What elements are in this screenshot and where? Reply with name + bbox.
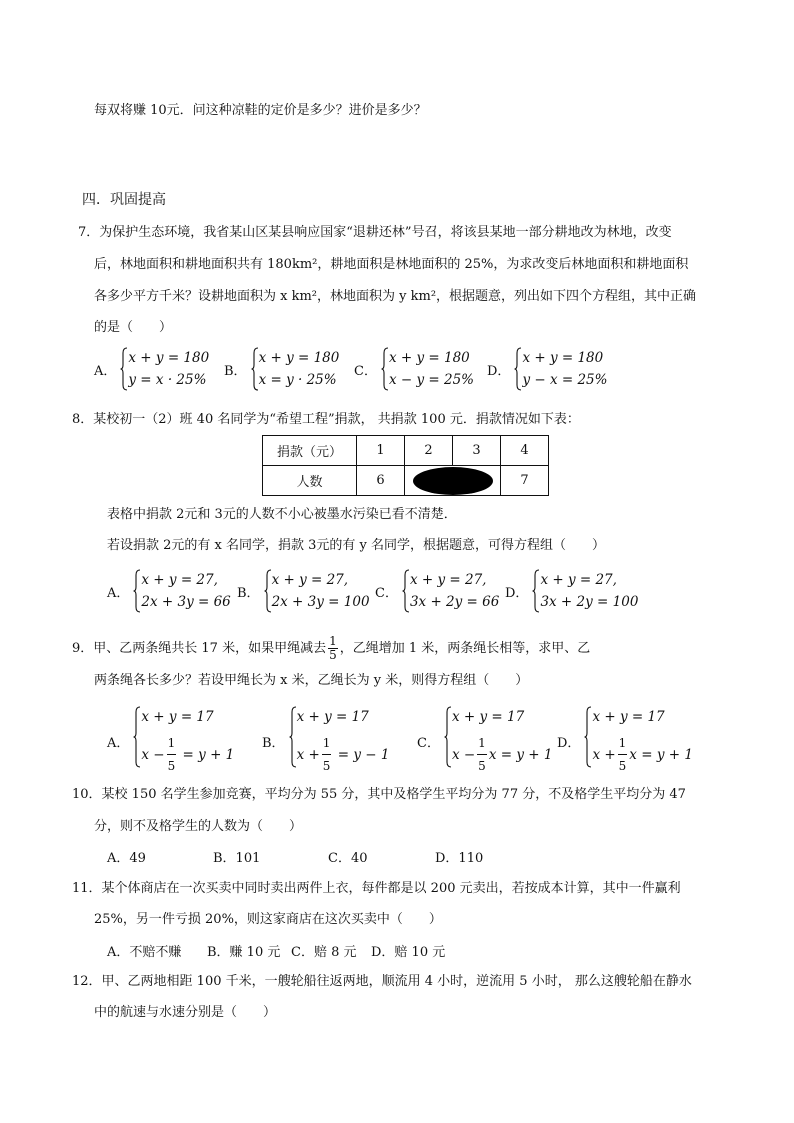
eq2-lhs: x − bbox=[141, 746, 165, 763]
fraction-denominator: 5 bbox=[322, 759, 331, 773]
q11-option-b[interactable]: B．赚 10 元 bbox=[207, 945, 281, 960]
left-brace-icon bbox=[264, 569, 272, 613]
fraction-denominator: 5 bbox=[167, 759, 176, 773]
option-letter: C． bbox=[354, 363, 377, 379]
fraction bbox=[328, 635, 338, 662]
fraction-numerator: 1 bbox=[618, 732, 628, 755]
equation-system bbox=[264, 569, 370, 613]
left-brace-icon bbox=[584, 706, 592, 768]
option-letter: B． bbox=[237, 585, 260, 601]
table-cell: 1 bbox=[357, 436, 405, 466]
equation-system bbox=[133, 706, 234, 777]
q12-line-2: 中的航速与水速分别是（ ） bbox=[94, 1005, 277, 1020]
option-letter: A． bbox=[94, 363, 117, 379]
q9-text-b: ，乙绳增加 1 米，两条绳长相等，求甲、乙 bbox=[339, 640, 591, 656]
q7-line-4: 的是（ ） bbox=[94, 320, 173, 335]
table-cell: 2 bbox=[405, 436, 453, 466]
table-cell: 4 bbox=[501, 436, 549, 466]
section-title: 四．巩固提高 bbox=[82, 192, 166, 208]
q8-options bbox=[107, 569, 638, 613]
equation-2: x = y · 25% bbox=[258, 372, 337, 388]
q7-line-2: 后，林地面积和耕地面积共有 180km²，耕地面积是林地面积的 25%，为求改变后林地面积和耕地面积 bbox=[94, 257, 689, 272]
fraction bbox=[322, 732, 332, 777]
q10-option-b[interactable]: B．101 bbox=[213, 851, 261, 866]
equation-1: x + y = 17 bbox=[451, 709, 525, 725]
left-brace-icon bbox=[532, 569, 540, 613]
eq2-lhs: x + bbox=[592, 746, 616, 763]
fraction-denominator: 5 bbox=[618, 759, 627, 773]
q11-option-c[interactable]: C．赔 8 元 bbox=[291, 945, 357, 960]
left-brace-icon bbox=[133, 706, 141, 768]
left-brace-icon bbox=[289, 706, 297, 768]
q7-option-d[interactable] bbox=[487, 347, 607, 391]
fraction bbox=[618, 732, 628, 777]
eq2-lhs: x + bbox=[296, 746, 320, 763]
q11-line-2: 25%，另一件亏损 20%，则这家商店在这次买卖中（ ） bbox=[94, 912, 442, 927]
table-row bbox=[263, 466, 549, 496]
equation-2: 2x + 3y = 100 bbox=[271, 594, 370, 610]
eq2-lhs: x − bbox=[451, 746, 476, 763]
equation-1: x + y = 27, bbox=[141, 572, 218, 588]
option-letter: D． bbox=[487, 363, 511, 379]
equation-system bbox=[584, 706, 693, 777]
q7-line-3: 各多少平方千米？设耕地面积为 x km²，林地面积为 y km²，根据题意，列出如下四个方程组，其中正确 bbox=[94, 289, 697, 304]
ink-stain-cell bbox=[405, 466, 501, 496]
table-row bbox=[263, 436, 549, 466]
q8-line-2: 若设捐款 2元的有 x 名同学，捐款 3元的有 y 名同学，根据题意，可得方程组（ ） bbox=[107, 538, 606, 553]
q9-option-a[interactable] bbox=[107, 706, 262, 777]
fraction-denominator: 5 bbox=[478, 759, 486, 773]
q9-options bbox=[107, 706, 693, 777]
table-cell: 7 bbox=[501, 466, 549, 496]
eq2-rhs: = y + 1 bbox=[182, 746, 235, 763]
q9-option-b[interactable] bbox=[262, 706, 417, 777]
left-brace-icon bbox=[444, 706, 452, 768]
equation-system bbox=[120, 347, 209, 391]
left-brace-icon bbox=[381, 347, 389, 391]
q9-line-2: 两条绳各长多少？若设甲绳长为 x 米，乙绳长为 y 米，则得方程组（ ） bbox=[94, 673, 529, 688]
eq2-rhs: = y + 1 bbox=[500, 746, 553, 763]
q9-option-d[interactable] bbox=[557, 706, 693, 777]
equation-system bbox=[402, 569, 499, 613]
equation-system bbox=[532, 569, 638, 613]
donation-table bbox=[262, 435, 549, 496]
equation-system bbox=[514, 347, 607, 391]
fraction-denominator: 5 bbox=[329, 648, 337, 662]
equation-2: 3x + 2y = 100 bbox=[540, 594, 639, 610]
left-brace-icon bbox=[251, 347, 259, 391]
q7-option-b[interactable] bbox=[224, 347, 354, 391]
q10-line-1: 10．某校 150 名学生参加竞赛，平均分为 55 分，其中及格学生平均分为 77 分，不及格学生平均分为 47 bbox=[72, 787, 686, 802]
equation-2 bbox=[141, 732, 234, 777]
eq2-x: x bbox=[488, 746, 497, 763]
equation-1: x + y = 180 bbox=[388, 350, 470, 366]
equation-1: x + y = 27, bbox=[540, 572, 617, 588]
fraction-numerator: 1 bbox=[322, 732, 332, 755]
intro-line: 每双将赚 10元．问这种凉鞋的定价是多少？进价是多少？ bbox=[94, 103, 427, 118]
fraction-numerator: 1 bbox=[477, 732, 487, 755]
equation-system bbox=[251, 347, 340, 391]
q7-options bbox=[94, 347, 607, 391]
equation-1: x + y = 180 bbox=[128, 350, 210, 366]
table-row-label: 人数 bbox=[263, 466, 357, 496]
equation-1: x + y = 17 bbox=[141, 709, 214, 725]
q8-option-a[interactable] bbox=[107, 569, 237, 613]
equation-system bbox=[444, 706, 553, 777]
option-letter: A． bbox=[107, 736, 130, 751]
equation-2 bbox=[297, 732, 390, 777]
option-letter: B． bbox=[262, 736, 285, 751]
option-letter: C． bbox=[417, 736, 440, 751]
q10-option-c[interactable]: C．40 bbox=[328, 851, 368, 866]
equation-2: y = x · 25% bbox=[128, 372, 207, 388]
q7-line-1: 7．为保护生态环境，我省某山区某县响应国家“退耕还林”号召，将该县某地一部分耕地改为林地，改变 bbox=[78, 225, 672, 240]
q11-options bbox=[107, 941, 445, 960]
equation-2: x − y = 25% bbox=[388, 372, 474, 388]
equation-system bbox=[289, 706, 390, 777]
q11-option-d[interactable]: D．赔 10 元 bbox=[371, 945, 446, 960]
eq2-x: x bbox=[629, 746, 637, 763]
equation-2: y − x = 25% bbox=[522, 372, 608, 388]
option-letter: C． bbox=[375, 585, 398, 601]
q10-options bbox=[107, 847, 483, 866]
q7-option-c[interactable] bbox=[354, 347, 487, 391]
q9-text-a: 9．甲、乙两条绳共长 17 米，如果甲绳减去 bbox=[72, 640, 327, 656]
option-letter: D． bbox=[557, 736, 581, 751]
q7-option-a[interactable] bbox=[94, 347, 224, 391]
fraction bbox=[167, 732, 177, 777]
q9-line-1 bbox=[72, 635, 590, 662]
fraction bbox=[477, 732, 487, 777]
equation-1: x + y = 180 bbox=[258, 350, 340, 366]
equation-1: x + y = 27, bbox=[409, 572, 487, 588]
table-header-label: 捐款（元） bbox=[263, 436, 357, 466]
q10-option-d[interactable]: D．110 bbox=[435, 851, 484, 866]
q8-option-b[interactable] bbox=[237, 569, 375, 613]
table-cell: 3 bbox=[453, 436, 501, 466]
equation-2 bbox=[452, 732, 553, 777]
fraction-numerator: 1 bbox=[329, 634, 337, 648]
equation-1: x + y = 180 bbox=[522, 350, 604, 366]
option-letter: B． bbox=[224, 363, 247, 379]
equation-2 bbox=[592, 732, 693, 777]
q8-option-d[interactable] bbox=[505, 569, 638, 613]
q12-line-1: 12．甲、乙两地相距 100 千米，一艘轮船往返两地，顺流用 4 小时，逆流用 5 小时， 那么这艘轮船在静水 bbox=[72, 974, 692, 989]
option-letter: D． bbox=[505, 585, 529, 601]
equation-1: x + y = 17 bbox=[592, 709, 665, 725]
equation-1: x + y = 27, bbox=[271, 572, 349, 588]
equation-system bbox=[381, 347, 474, 391]
equation-2: 3x + 2y = 66 bbox=[409, 594, 500, 610]
left-brace-icon bbox=[402, 569, 410, 613]
equation-system bbox=[133, 569, 230, 613]
q8-line-1: 8．某校初一（2）班 40 名同学为“希望工程”捐款， 共捐款 100 元．捐款情况如下表： bbox=[72, 412, 580, 427]
fraction-numerator: 1 bbox=[167, 732, 177, 755]
q10-option-a[interactable]: A．49 bbox=[107, 851, 146, 866]
q11-line-1: 11．某个体商店在一次买卖中同时卖出两件上衣，每件都是以 200 元卖出，若按成本计算，其中一件赢利 bbox=[72, 881, 681, 896]
eq2-rhs: = y − 1 bbox=[337, 746, 390, 763]
q8-note: 表格中捐款 2元和 3元的人数不小心被墨水污染已看不清楚． bbox=[107, 507, 457, 522]
equation-2: 2x + 3y = 66 bbox=[141, 594, 231, 610]
q11-option-a[interactable]: A．不赔不赚 bbox=[107, 945, 182, 960]
table-cell: 6 bbox=[357, 466, 405, 496]
ink-blot bbox=[413, 467, 493, 495]
q9-option-c[interactable] bbox=[417, 706, 557, 777]
eq2-rhs: = y + 1 bbox=[641, 746, 693, 763]
equation-1: x + y = 17 bbox=[296, 709, 369, 725]
option-letter: A． bbox=[107, 585, 130, 601]
q8-option-c[interactable] bbox=[375, 569, 505, 613]
q10-line-2: 分，则不及格学生的人数为（ ） bbox=[94, 819, 303, 834]
